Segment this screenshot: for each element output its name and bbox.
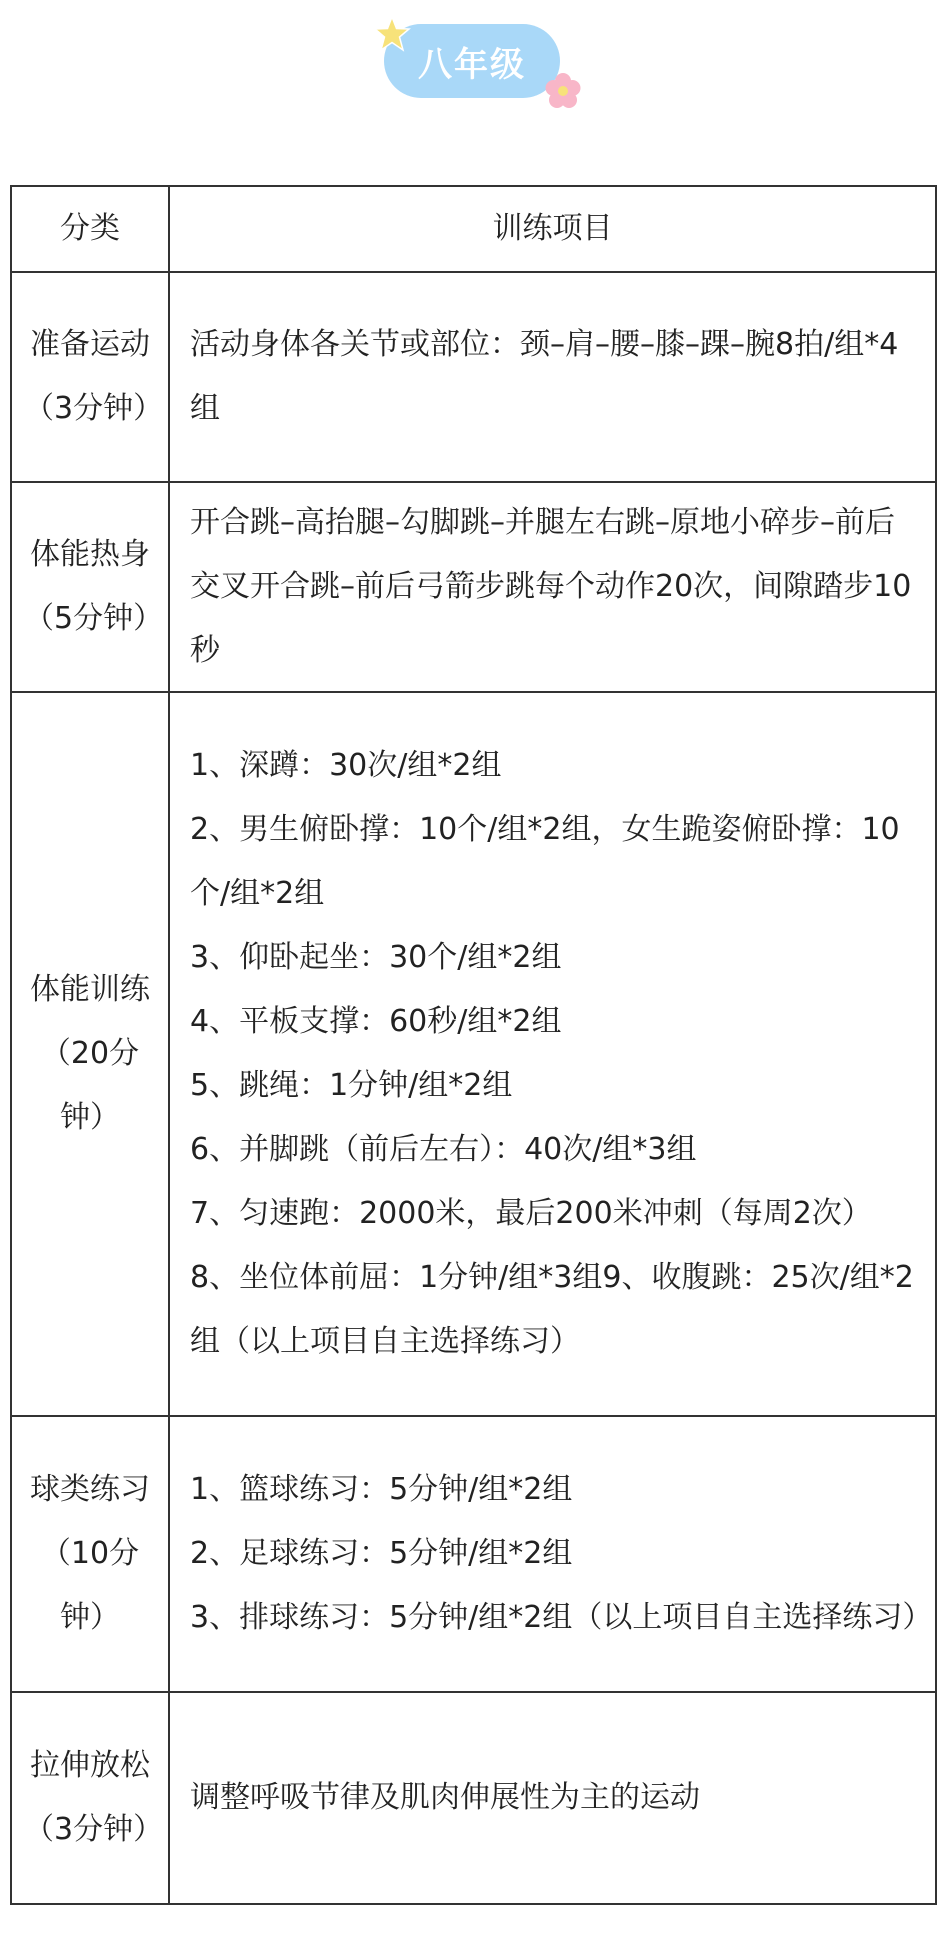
items-cell bbox=[169, 1416, 936, 1692]
table-row bbox=[11, 692, 936, 1416]
grade-badge-label: 八年级 bbox=[384, 24, 560, 98]
training-table bbox=[10, 185, 937, 1905]
item-line: 4、平板支撑：60秒/组*2组 bbox=[190, 1004, 562, 1039]
header-items: 训练项目 bbox=[169, 186, 936, 272]
category-cell: 体能热身（5分钟） bbox=[11, 482, 169, 692]
item-line: 8、坐位体前屈：1分钟/组*3组9、收腹跳：25次/组*2组（以上项目自主选择练习） bbox=[190, 1260, 914, 1359]
item-line: 3、排球练习：5分钟/组*2组（以上项目自主选择练习） bbox=[190, 1600, 933, 1635]
table-row bbox=[11, 482, 936, 692]
category-cell: 准备运动（3分钟） bbox=[11, 272, 169, 482]
header-category: 分类 bbox=[11, 186, 169, 272]
item-line: 调整呼吸节律及肌肉伸展性为主的运动 bbox=[190, 1780, 700, 1815]
item-line: 2、足球练习：5分钟/组*2组 bbox=[190, 1536, 573, 1571]
items-cell bbox=[169, 272, 936, 482]
category-cell: 拉伸放松（3分钟） bbox=[11, 1692, 169, 1904]
items-cell bbox=[169, 482, 936, 692]
item-line: 3、仰卧起坐：30个/组*2组 bbox=[190, 940, 562, 975]
item-line: 5、跳绳：1分钟/组*2组 bbox=[190, 1068, 513, 1103]
item-line: 6、并脚跳（前后左右）：40次/组*3组 bbox=[190, 1132, 697, 1167]
item-line: 7、匀速跑：2000米，最后200米冲刺（每周2次） bbox=[190, 1196, 872, 1231]
category-cell: 体能训练（20分钟） bbox=[11, 692, 169, 1416]
star-icon bbox=[372, 14, 412, 54]
table-row bbox=[11, 1416, 936, 1692]
item-line: 活动身体各关节或部位：颈–肩–腰–膝–踝–腕8拍/组*4组 bbox=[190, 327, 899, 426]
category-cell: 球类练习（10分钟） bbox=[11, 1416, 169, 1692]
table-row bbox=[11, 272, 936, 482]
item-line: 2、男生俯卧撑：10个/组*2组，女生跪姿俯卧撑：10个/组*2组 bbox=[190, 812, 900, 911]
item-line: 1、篮球练习：5分钟/组*2组 bbox=[190, 1472, 573, 1507]
items-cell bbox=[169, 1692, 936, 1904]
flower-icon bbox=[544, 72, 582, 110]
item-line: 1、深蹲：30次/组*2组 bbox=[190, 748, 502, 783]
table-row bbox=[11, 1692, 936, 1904]
items-cell bbox=[169, 692, 936, 1416]
table-header-row bbox=[11, 186, 936, 272]
grade-badge bbox=[372, 14, 582, 110]
item-line: 开合跳–高抬腿–勾脚跳–并腿左右跳–原地小碎步–前后交叉开合跳–前后弓箭步跳每个动作20次，间隙踏步10秒 bbox=[190, 505, 912, 668]
